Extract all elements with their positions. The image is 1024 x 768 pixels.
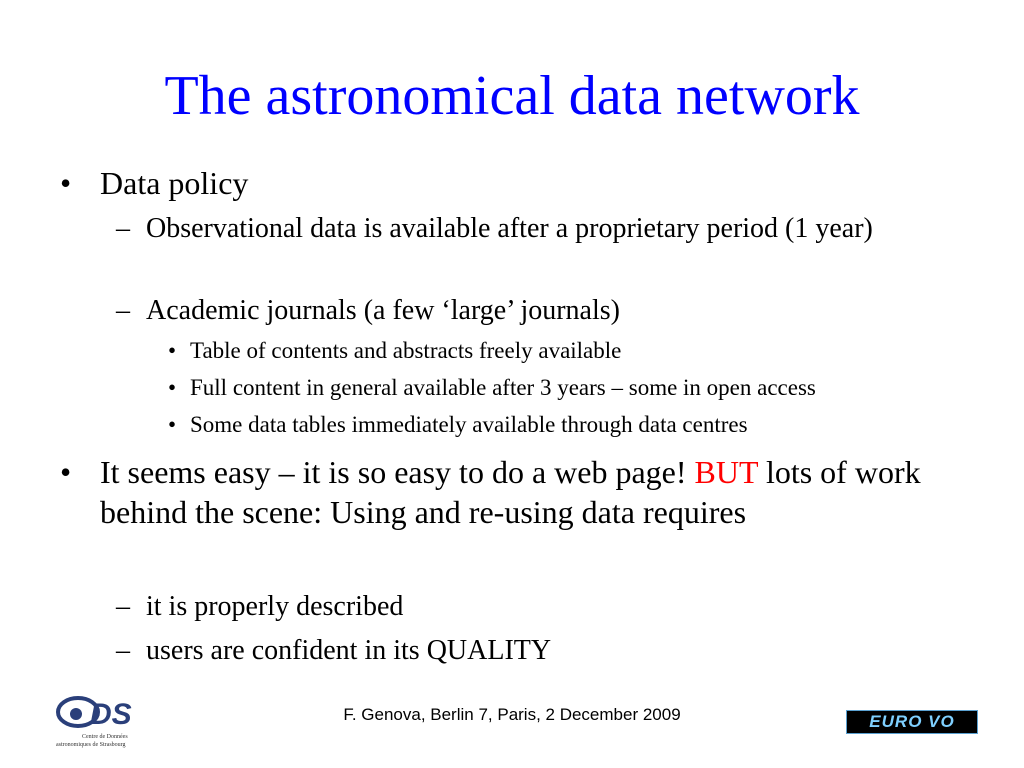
subitem-observational-data <box>116 212 966 246</box>
subsubitem-text: Full content in general available after 3 years – some in open access <box>190 375 816 400</box>
svg-text:DS: DS <box>90 698 132 731</box>
cds-logo <box>50 690 146 748</box>
bullet-it-seems-easy <box>60 452 960 532</box>
slide-title: The astronomical data network <box>164 65 860 127</box>
subitem-text: Academic journals (a few ‘large’ journals) <box>146 295 620 326</box>
sub-bullet-mark: • <box>168 375 177 400</box>
subsubitem-full-content <box>168 374 988 402</box>
subitem-text: it is properly described <box>146 591 404 622</box>
bullet-text-after: lots of work behind the scene: Using and re-using data requires <box>100 454 921 530</box>
dash-mark: – <box>116 591 130 622</box>
subsubitem-table-of-contents <box>168 337 988 365</box>
subsubitem-text: Table of contents and abstracts freely available <box>190 338 622 363</box>
cds-caption-2: astronomiques de Strasbourg <box>56 742 126 748</box>
subitem-text: users are confident in its QUALITY <box>146 635 552 666</box>
highlight-but: BUT <box>694 454 758 490</box>
euro-vo-logo: EURO VO <box>846 710 978 734</box>
bullet-text-before: It seems easy – it is so easy to do a web page! <box>100 454 695 490</box>
sub-bullet-mark: • <box>168 412 177 437</box>
footer-text: F. Genova, Berlin 7, Paris, 2 December 2009 <box>343 705 681 724</box>
subitem-academic-journals <box>116 294 966 328</box>
sub-bullet-mark: • <box>168 338 177 363</box>
bullet-text: Data policy <box>100 165 249 201</box>
bullet-text <box>100 452 960 532</box>
bullet-data-policy <box>60 163 960 203</box>
cds-caption-1: Centre de Données <box>82 734 128 740</box>
subsubitem-data-tables <box>168 411 988 439</box>
subitem-users-confident <box>116 634 966 668</box>
dash-mark: – <box>116 295 130 326</box>
dash-mark: – <box>116 213 130 244</box>
subitem-properly-described <box>116 590 966 624</box>
dash-mark: – <box>116 635 130 666</box>
bullet-mark: • <box>60 454 72 490</box>
bullet-mark: • <box>60 165 72 201</box>
subitem-text: Observational data is available after a proprietary period (1 year) <box>146 213 873 244</box>
subsubitem-text: Some data tables immediately available through data centres <box>190 412 748 437</box>
